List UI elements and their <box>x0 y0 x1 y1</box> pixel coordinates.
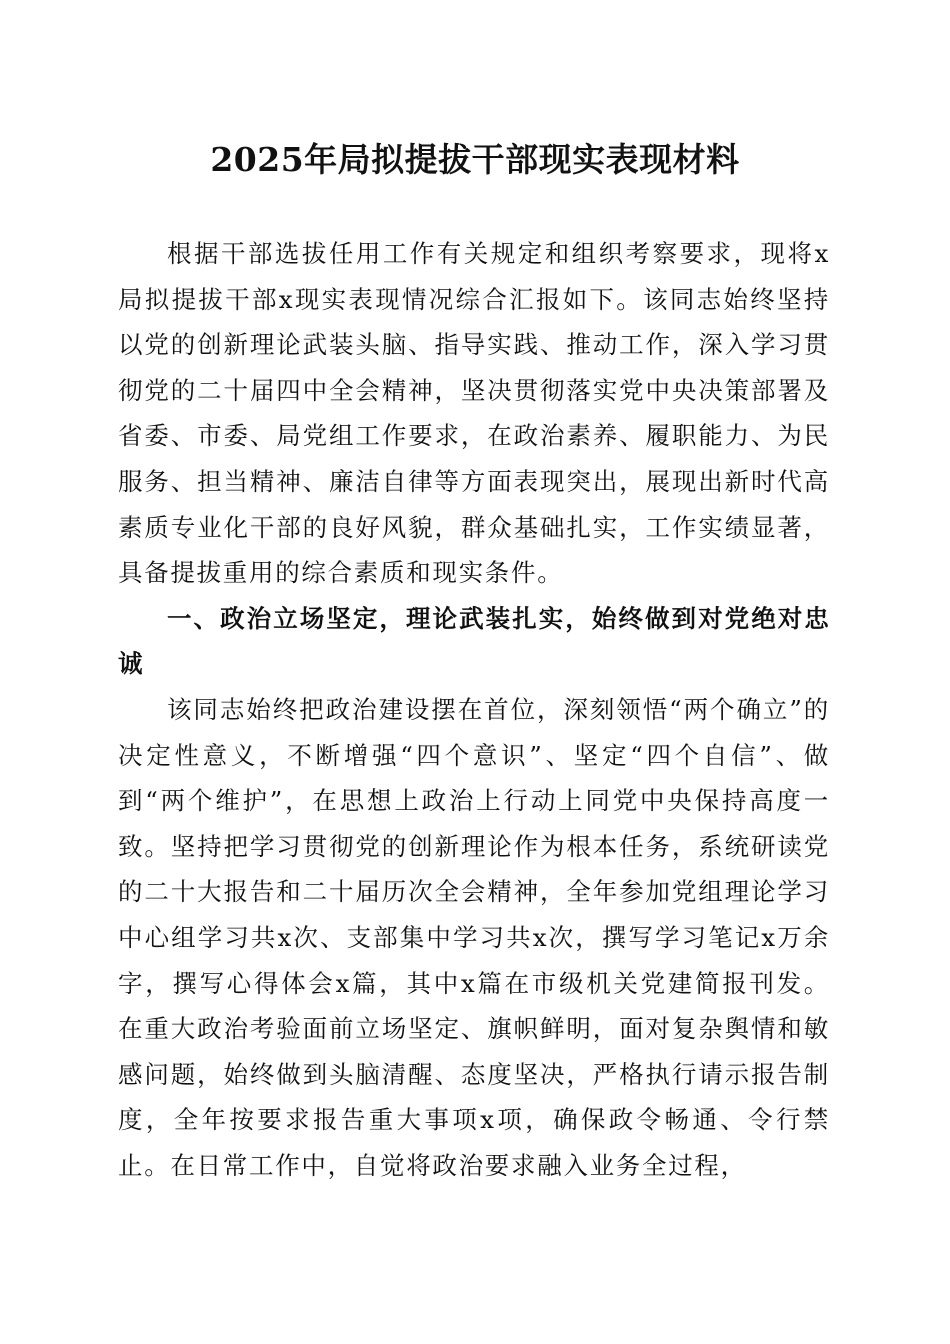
section-heading-1: 一、政治立场坚定，理论武装扎实，始终做到对党绝对忠诚 <box>118 603 830 679</box>
section-paragraph-1: 该同志始终把政治建设摆在首位，深刻领悟“两个确立”的决定性意义，不断增强“四个意识”、坚定“四个自信”、做到“两个维护”，在思想上政治上行动上同党中央保持高度一致。坚持把学习贯彻党的创新理论作为根本任务，系统研读党的二十大报告和二十届历次全会精神，全年参加党组理论学习中心组学习共x次、支部集中学习共x次，撰写学习笔记x万余字，撰写心得体会x篇，其中x篇在市级机关党建简报刊发。在重大政治考验面前立场坚定、旗帜鲜明，面对复杂舆情和敏感问题，始终做到头脑清醒、态度坚决，严格执行请示报告制度，全年按要求报告重大事项x项，确保政令畅通、令行禁止。在日常工作中，自觉将政治要求融入业务全过程， <box>118 694 830 1180</box>
document-title: 2025年局拟提拔干部现实表现材料 <box>210 140 740 179</box>
intro-paragraph: 根据干部选拔任用工作有关规定和组织考察要求，现将x局拟提拔干部x现实表现情况综合汇报如下。该同志始终坚持以党的创新理论武装头脑、指导实践、推动工作，深入学习贯彻党的二十届四中全会精神，坚决贯彻落实党中央决策部署及省委、市委、局党组工作要求，在政治素养、履职能力、为民服务、担当精神、廉洁自律等方面表现突出，展现出新时代高素质专业化干部的良好风貌，群众基础扎实，工作实绩显著，具备提拔重用的综合素质和现实条件。 <box>118 239 830 588</box>
document-body <box>118 231 830 1188</box>
